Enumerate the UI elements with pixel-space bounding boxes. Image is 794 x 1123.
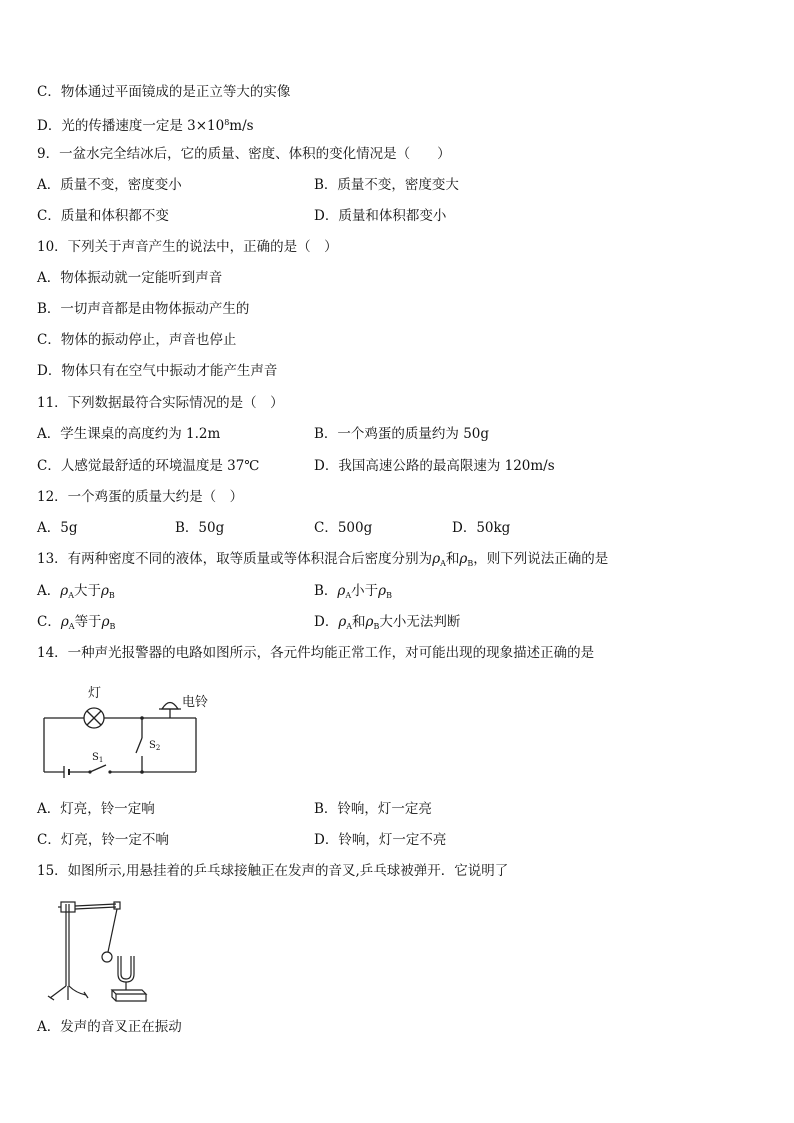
- q13-option-a: [37, 582, 115, 605]
- s2-subscript: 2: [155, 744, 161, 752]
- q11-option-b: B．一个鸡蛋的质量约为 50g: [314, 426, 490, 442]
- s2-label: [149, 740, 160, 752]
- q9-option-c: C．质量和体积都不变: [37, 208, 169, 224]
- option-relation: 等于: [74, 614, 102, 630]
- rho-symbol: ρ: [338, 614, 347, 630]
- q14-option-d: D．铃响，灯一定不亮: [314, 832, 447, 848]
- q13-stem-text: 13．有两种密度不同的液体，取等质量或等体积混合后密度分别为: [37, 551, 433, 567]
- option-tail: 大小无法判断: [379, 614, 461, 630]
- rho-subscript: A: [68, 591, 74, 600]
- s1-subscript: 1: [98, 756, 104, 764]
- q8-option-d: [37, 114, 254, 135]
- q10-stem: 10．下列关于声音产生的说法中，正确的是（ ）: [37, 239, 338, 255]
- rho-subscript: B: [467, 559, 474, 568]
- q9-option-a: A．质量不变，密度变小: [37, 177, 182, 193]
- stand-arm: [75, 907, 116, 909]
- q13-option-b: [314, 582, 392, 605]
- q12-option-d: D．50kg: [452, 520, 511, 536]
- stand-clamp: [61, 902, 75, 912]
- bell-label: 电铃: [182, 695, 208, 710]
- rho-symbol: ρ: [60, 614, 69, 630]
- option-relation: 小于: [351, 583, 379, 599]
- junction-dot: [140, 716, 144, 720]
- q12-stem: 12．一个鸡蛋的质量大约是（ ）: [37, 489, 244, 505]
- q14-option-a: A．灯亮，铃一定响: [37, 801, 155, 817]
- q12-option-b: B．50g: [175, 520, 225, 536]
- q8-option-d-text: D．光的传播速度一定是 3×10: [37, 118, 225, 134]
- q12-option-a: A．5g: [37, 520, 78, 536]
- q12-option-c: C．500g: [314, 520, 373, 536]
- rho-subscript: B: [109, 622, 116, 631]
- resonance-box: [112, 990, 146, 994]
- rho-symbol: ρ: [365, 614, 374, 630]
- tuning-fork-experiment-figure: [46, 894, 156, 1006]
- q14-option-c: C．灯亮，铃一定不响: [37, 832, 169, 848]
- q10-option-a: A．物体振动就一定能听到声音: [37, 270, 223, 286]
- rho-subscript: B: [108, 591, 115, 600]
- q8-option-c: C．物体通过平面镜成的是正立等大的实像: [37, 84, 291, 100]
- q13-stem: [37, 550, 608, 573]
- q9-option-d: D．质量和体积都变小: [314, 208, 447, 224]
- bell-icon: [162, 703, 178, 710]
- option-label: B．: [314, 583, 338, 599]
- option-label: C．: [37, 614, 61, 630]
- option-label: A．: [37, 583, 61, 599]
- q15-stem: 15．如图所示,用悬挂着的乒乓球接触正在发声的音叉,乒乓球被弹开．它说明了: [37, 863, 509, 879]
- option-label: D．: [314, 614, 339, 630]
- junction-dot: [140, 770, 144, 774]
- rho-symbol: ρ: [101, 614, 110, 630]
- rho-subscript: A: [345, 591, 352, 600]
- rho-symbol: ρ: [60, 583, 69, 599]
- q11-option-d: D．我国高速公路的最高限速为 120m/s: [314, 458, 555, 474]
- rho-subscript: A: [346, 622, 353, 631]
- q10-option-d: D．物体只有在空气中振动才能产生声音: [37, 363, 278, 379]
- option-relation: 和: [352, 614, 366, 630]
- rho-subscript: A: [68, 622, 75, 631]
- q13-option-d: [314, 613, 460, 636]
- q10-option-c: C．物体的振动停止，声音也停止: [37, 332, 237, 348]
- switch-contact: [108, 770, 111, 773]
- rho-symbol: ρ: [100, 583, 109, 599]
- rho-subscript: B: [373, 622, 380, 631]
- switch-s2-blade: [136, 738, 142, 753]
- circuit-diagram: [38, 680, 208, 780]
- q11-stem: 11．下列数据最符合实际情况的是（ ）: [37, 395, 284, 411]
- q13-and: 和: [445, 551, 460, 567]
- q11-option-c: C．人感觉最舒适的环境温度是 37℃: [37, 458, 260, 474]
- q13-option-c: [37, 613, 115, 636]
- s2-letter: S: [149, 740, 156, 751]
- rho-symbol: ρ: [432, 551, 441, 567]
- arm-end: [114, 902, 120, 909]
- switch-s1-blade: [90, 765, 106, 772]
- rho-subscript: B: [386, 591, 392, 600]
- thread: [108, 909, 117, 952]
- q14-stem: 14．一种声光报警器的电路如图所示，各元件均能正常工作，对可能出现的现象描述正确的是: [37, 645, 595, 661]
- tuning-fork-inner: [121, 956, 131, 979]
- switch-contact: [88, 770, 91, 773]
- resonance-box-side: [112, 990, 146, 1001]
- rho-symbol: ρ: [378, 583, 387, 599]
- q11-option-a: A．学生课桌的高度约为 1.2m: [37, 426, 221, 442]
- q8-option-d-unit: m/s: [229, 118, 254, 134]
- option-relation: 大于: [73, 583, 101, 599]
- q14-option-b: B．铃响，灯一定亮: [314, 801, 432, 817]
- ping-pong-ball-icon: [102, 952, 112, 962]
- rho-subscript: A: [440, 559, 446, 568]
- rho-symbol: ρ: [337, 583, 346, 599]
- s1-letter: S: [92, 752, 99, 763]
- stand-leg: [69, 986, 86, 995]
- lamp-label: 灯: [88, 686, 102, 701]
- q13-stem-tail: ，则下列说法正确的是: [473, 551, 609, 567]
- q8-option-d-exponent: 8: [224, 118, 230, 127]
- stand-leg: [50, 986, 66, 998]
- rho-symbol: ρ: [459, 551, 468, 567]
- q15-option-a: A．发声的音叉正在振动: [37, 1019, 182, 1035]
- s1-label: [92, 752, 103, 764]
- q9-stem: 9．一盆水完全结冰后，它的质量、密度、体积的变化情况是（ ）: [37, 146, 451, 162]
- q10-option-b: B．一切声音都是由物体振动产生的: [37, 301, 250, 317]
- q9-option-b: B．质量不变，密度变大: [314, 177, 459, 193]
- stand-arm: [75, 904, 116, 906]
